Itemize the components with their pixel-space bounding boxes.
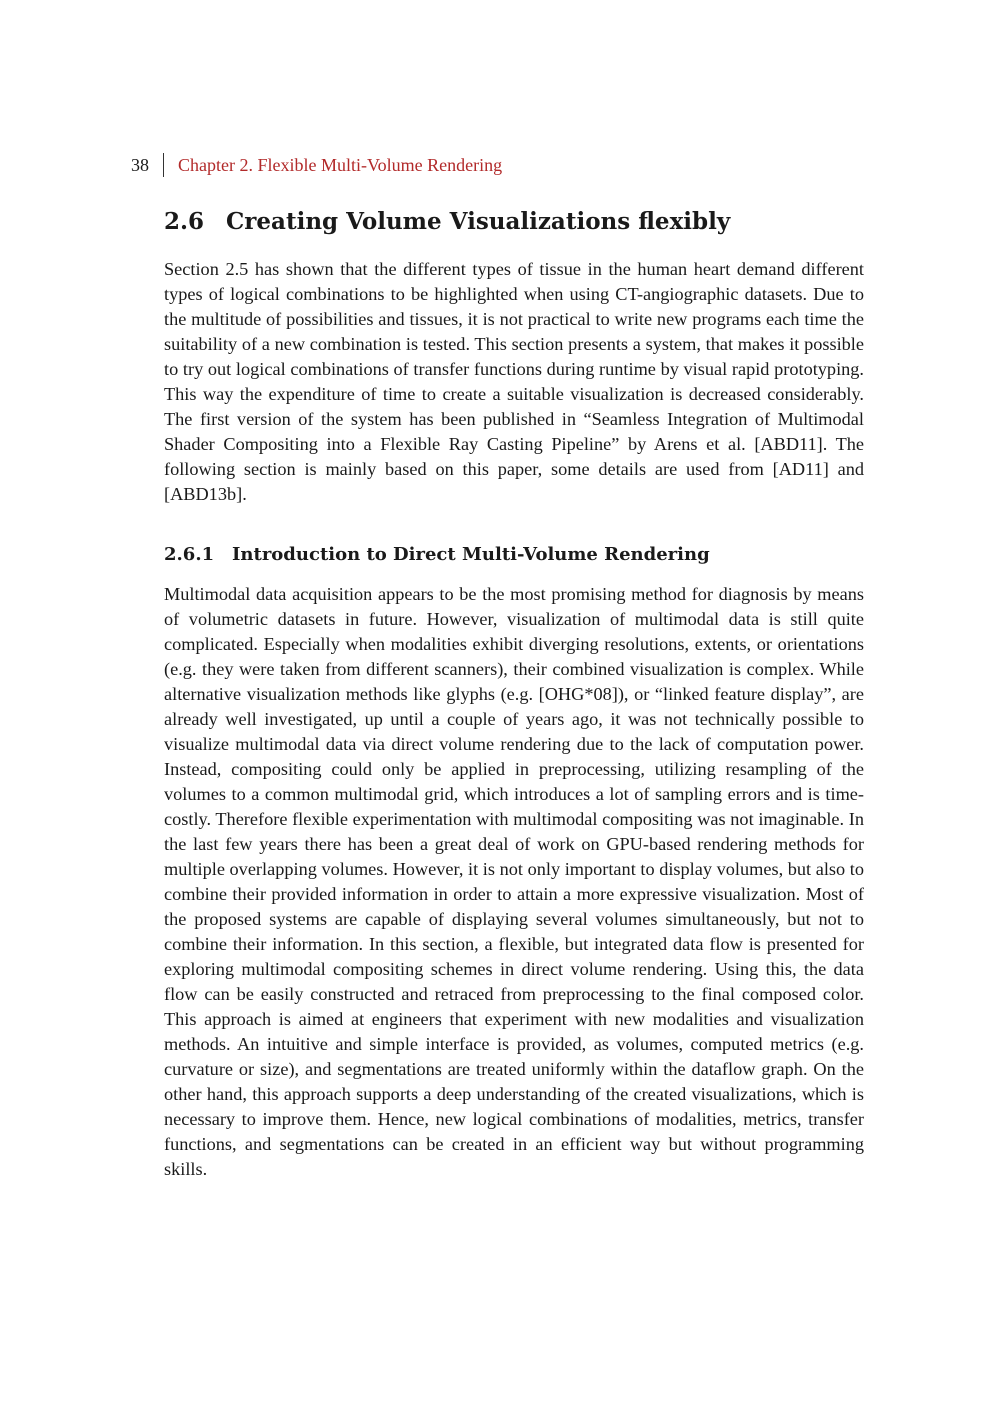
section-heading [164,206,864,238]
chapter-title: Chapter 2. Flexible Multi-Volume Rendering [178,155,503,175]
subsection-heading [164,541,864,569]
section-paragraph: Section 2.5 has shown that the different types of tissue in the human heart demand different types of logical combinations to be highlighted when using CT-angiographic datasets. Due to the multitude of possibilities and tissues, it is not practical to write new programs each time the suitability of a new combination is tested. This section presents a system, that makes it possible to try out logical combinations of transfer functions during runtime by visual rapid prototyping. This way the expenditure of time to create a suitable visualization is decreased considerably. The first version of the system has been published in “Seamless Integration of Multimodal Shader Compositing into a Flexible Ray Casting Pipeline” by Arens et al. [ABD11]. The following section is mainly based on this paper, some details are used from [AD11] and [ABD13b]. [164,259,864,504]
running-head-divider [163,153,164,177]
subsection-number: 2.6.1 [164,544,215,565]
subsection-title: Introduction to Direct Multi-Volume Rendering [232,544,710,565]
running-head [131,153,502,177]
page-number: 38 [131,155,149,175]
section-number: 2.6 [164,208,205,235]
section-title: Creating Volume Visualizations flexibly [226,208,731,235]
subsection-paragraph: Multimodal data acquisition appears to be the most promising method for diagnosis by means of volumetric datasets in future. However, visualization of multimodal data is still quite complicated. Especially when modalities exhibit diverging resolutions, extents, or orientations (e.g. they were taken from different scanners), their combined visualization is complex. While alternative visualization methods like glyphs (e.g. [OHG*08]), or “linked feature display”, are already well investigated, up until a couple of years ago, it was not technically possible to visualize multimodal data via direct volume rendering due to the lack of computation power. Instead, compositing could only be applied in preprocessing, utilizing resampling of the volumes to a common multimodal grid, which introduces a lot of sampling errors and is time-costly. Therefore flexible experimentation with multimodal compositing was not imaginable. In the last few years there has been a great deal of work on GPU-based rendering methods for multiple overlapping volumes. However, it is not only important to display volumes, but also to combine their provided information in order to attain a more expressive visualization. Most of the proposed systems are capable of displaying several volumes simultaneously, but not to combine their information. In this section, a flexible, but integrated data flow is presented for exploring multimodal compositing schemes in direct volume rendering. Using this, the data flow can be easily constructed and retraced from preprocessing to the final composed color. This approach is aimed at engineers that experiment with new modalities and visualization methods. An intuitive and simple interface is provided, as volumes, computed metrics (e.g. curvature or size), and segmentations are treated uniformly within the dataflow graph. On the other hand, this approach supports a deep understanding of the created visualizations, which is necessary to improve them. Hence, new logical combinations of modalities, metrics, transfer functions, and segmentations can be created in an efficient way but without programming skills. [164,584,864,1179]
